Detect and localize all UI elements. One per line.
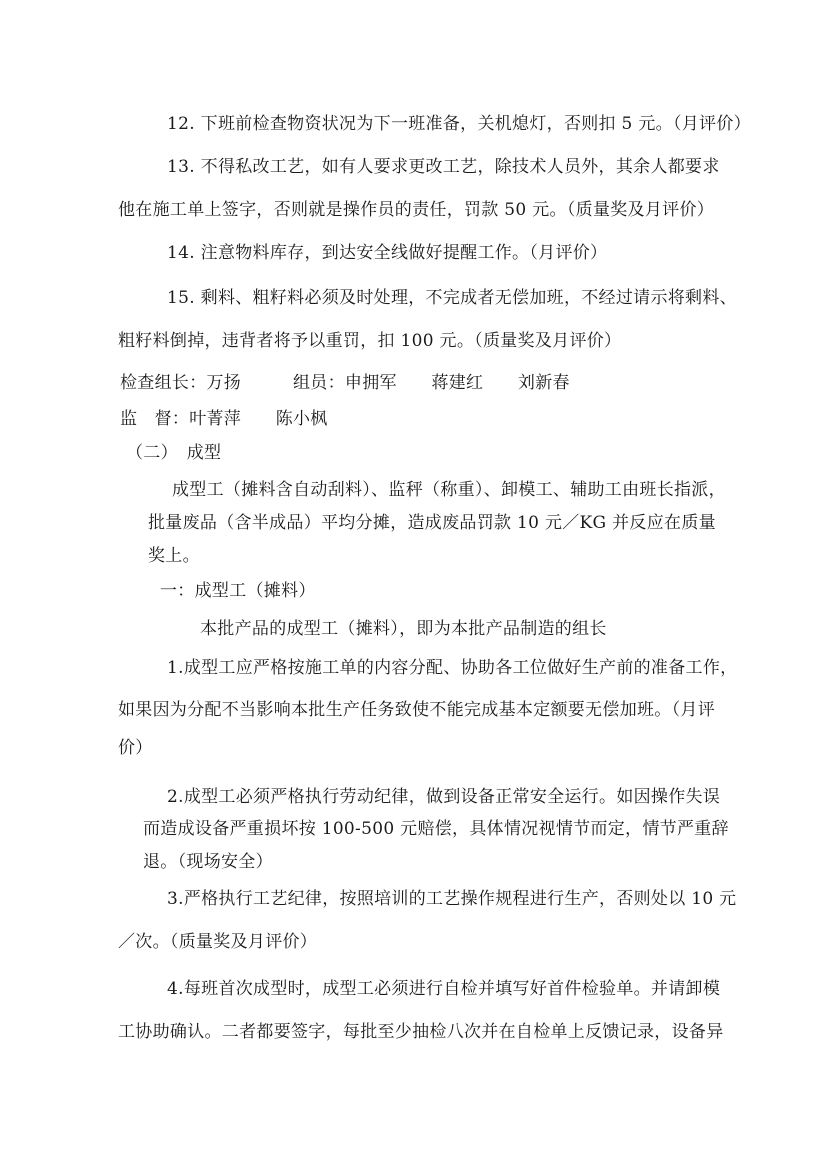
section-heading: （二） 成型 (126, 443, 222, 463)
rule-15-line-1: 15. 剩料、粗籽料必须及时处理，不完成者无偿加班，不经过请示将剩料、 (167, 288, 737, 308)
rule-15-line-2: 粗籽料倒掉，违背者将予以重罚，扣 100 元。（质量奖及月评价） (118, 331, 622, 351)
item-4-line-1: 4.每班首次成型时，成型工必须进行自检并填写好首件检验单。并请卸模 (167, 979, 721, 999)
item-2-line-1: 2.成型工必须严格执行劳动纪律，做到设备正常安全运行。如因操作失误 (167, 787, 721, 807)
rule-13-line-2: 他在施工单上签字，否则就是操作员的责任，罚款 50 元。（质量奖及月评价） (118, 200, 715, 220)
item-4-line-2: 工协助确认。二者都要签字，每批至少抽检八次并在自检单上反馈记录，设备异 (118, 1022, 724, 1042)
section-intro-line-3: 奖上。 (148, 546, 200, 566)
item-2-line-2: 而造成设备严重损坏按 100-500 元赔偿，具体情况视情节而定，情节严重辞 (143, 819, 729, 839)
supervisor-line: 监 督：叶菁萍 陈小枫 (120, 409, 328, 429)
subsection-intro: 本批产品的成型工（摊料），即为本批产品制造的组长 (200, 619, 607, 639)
item-1-line-1: 1.成型工应严格按施工单的内容分配、协助各工位做好生产前的准备工作， (167, 658, 738, 678)
item-3-line-2: ／次。（质量奖及月评价） (118, 932, 318, 952)
item-3-line-1: 3.严格执行工艺纪律，按照培训的工艺操作规程进行生产，否则处以 10 元 (167, 889, 737, 909)
rule-14-line: 14. 注意物料库存，到达安全线做好提醒工作。（月评价） (167, 243, 608, 263)
section-intro-line-1: 成型工（摊料含自动刮料）、监秤（称重）、卸模工、辅助工由班长指派， (172, 480, 726, 500)
inspection-team-line: 检查组长：万扬 组员：申拥军 蒋建红 刘新春 (120, 373, 570, 393)
subsection-heading: 一：成型工（摊料） (160, 581, 316, 601)
item-1-line-2: 如果因为分配不当影响本批生产任务致使不能完成基本定额要无偿加班。（月评 (118, 700, 715, 720)
watermark: ​ (271, 478, 329, 560)
item-2-line-3: 退。（现场安全） (143, 852, 273, 872)
section-intro-line-2: 批量废品（含半成品）平均分摊，造成废品罚款 10 元／KG 并反应在质量 (148, 513, 716, 533)
rule-13-line-1: 13. 不得私改工艺，如有人要求更改工艺，除技术人员外，其余人都要求 (167, 157, 720, 177)
rule-12-line: 12. 下班前检查物资状况为下一班准备，关机熄灯，否则扣 5 元。（月评价） (167, 114, 751, 134)
item-1-line-3: 价） (118, 738, 153, 758)
